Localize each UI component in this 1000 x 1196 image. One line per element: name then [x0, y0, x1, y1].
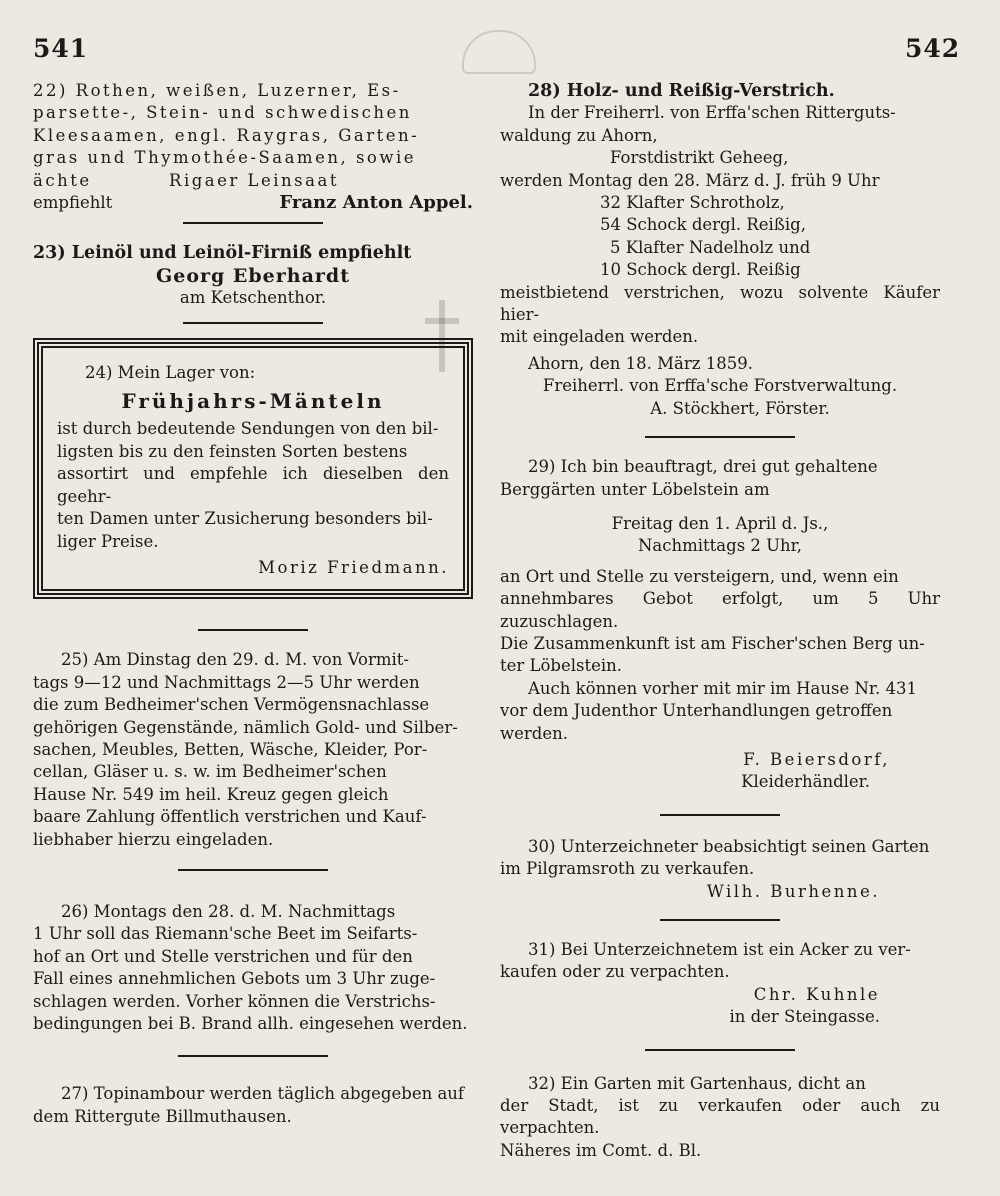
- ad-31-place: in der Steingasse.: [729, 1007, 880, 1027]
- ad-24-line: ten Damen unter Zusicherung besonders bil-: [57, 509, 433, 529]
- ad-26-line: 1 Uhr soll das Riemann'sche Beet im Seifarts-: [33, 924, 418, 944]
- divider: [178, 1055, 328, 1057]
- ad-31-line: kaufen oder zu verpachten.: [500, 962, 730, 982]
- ad-23-name: Georg Eberhardt: [156, 264, 350, 287]
- ad-29-line: Die Zusammenkunft ist am Fischer'schen Berg un-: [500, 633, 925, 653]
- ad-23-place: am Ketschenthor.: [179, 288, 327, 308]
- ad-28-signature: A. Stöckhert, Förster.: [650, 398, 830, 418]
- ad-31: [500, 939, 940, 1051]
- ad-27-line: dem Rittergute Billmuthausen.: [33, 1106, 292, 1126]
- ad-25-line: cellan, Gläser u. s. w. im Bedheimer'schen: [33, 762, 387, 782]
- divider: [645, 1049, 795, 1051]
- ad-28-item: 10 Schock dergl. Reißig: [600, 260, 801, 280]
- ad-29-line: werden.: [500, 723, 568, 743]
- ad-29-line: ter Löbelstein.: [500, 656, 623, 676]
- ad-22-signature-line: [33, 192, 473, 214]
- ad-25-line: gehörigen Gegenstände, nämlich Gold- und Silber-: [33, 717, 458, 737]
- ad-24-line: liger Preise.: [57, 531, 159, 551]
- ad-25-line: liebhaber hierzu eingeladen.: [33, 829, 274, 849]
- ad-22-line: ächte Rigaer Leinsaat: [33, 170, 339, 190]
- ad-24-line: ist durch bedeutende Sendungen von den bil-: [57, 419, 439, 439]
- ad-26: [33, 901, 473, 1057]
- divider: [198, 629, 308, 631]
- ad-23: [33, 242, 473, 323]
- ad-30-line: 30) Unterzeichneter beabsichtigt seinen Garten: [528, 836, 930, 856]
- ad-22-line: parsette-, Stein- und schwedischen: [33, 103, 412, 123]
- ad-22-signature: Franz Anton Appel.: [279, 192, 473, 214]
- ad-24-line: ligsten bis zu den feinsten Sorten bestens: [57, 441, 408, 461]
- ad-31-line: 31) Bei Unterzeichnetem ist ein Acker zu ver-: [528, 940, 911, 959]
- ad-28-office: Freiherrl. von Erffa'sche Forstverwaltung.: [542, 376, 898, 396]
- ad-29-line: annehmbares Gebot erfolgt, um 5 Uhr zuzuschlagen.: [500, 589, 940, 631]
- page-number-left: 541: [33, 34, 89, 63]
- ad-32-line: 32) Ein Garten mit Gartenhaus, dicht an: [528, 1073, 866, 1093]
- divider: [660, 919, 780, 921]
- ad-25-line: sachen, Meubles, Betten, Wäsche, Kleider, Por-: [33, 739, 428, 759]
- ad-26-line: hof an Ort und Stelle verstrichen und für den: [33, 946, 413, 966]
- ad-22-line: 22) Rothen, weißen, Luzerner, Es-: [33, 81, 401, 100]
- ad-28-district: Forstdistrikt Geheeg,: [610, 148, 789, 168]
- ad-29-time: Nachmittags 2 Uhr,: [637, 536, 803, 556]
- divider: [645, 436, 795, 438]
- ad-22: [33, 80, 473, 224]
- ad-28-title: 28) Holz- und Reißig-Verstrich.: [528, 81, 835, 101]
- ad-24-line: assortirt und empfehle ich dieselben den geehr-: [57, 464, 449, 506]
- divider: [183, 222, 323, 224]
- ad-29-signature: F. Beiersdorf,: [743, 749, 890, 769]
- ad-24-intro: 24) Mein Lager von:: [85, 362, 256, 382]
- ad-29-line: Berggärten unter Löbelstein am: [500, 479, 770, 499]
- ad-26-line: 26) Montags den 28. d. M. Nachmittags: [61, 901, 396, 921]
- ad-25: [33, 649, 473, 871]
- ad-26-line: Fall eines annehmlichen Gebots um 3 Uhr zuge-: [33, 969, 436, 989]
- ad-23-line: 23) Leinöl und Leinöl-Firniß empfiehlt: [33, 243, 412, 264]
- divider: [178, 869, 328, 871]
- left-column: [33, 80, 473, 1128]
- page-number-right: 542: [905, 34, 961, 63]
- ad-30-signature: Wilh. Burhenne.: [706, 881, 880, 901]
- ad-25-line: 25) Am Dinstag den 29. d. M. von Vormit-: [61, 650, 409, 670]
- ad-26-line: schlagen werden. Vorher können die Verstrichs-: [33, 991, 436, 1011]
- divider: [660, 814, 780, 816]
- ad-28-line: waldung zu Ahorn,: [500, 125, 658, 145]
- ad-24-framed-box: [37, 342, 469, 596]
- ad-29: [500, 456, 940, 816]
- ad-25-line: Hause Nr. 549 im heil. Kreuz gegen gleich: [33, 784, 389, 804]
- ad-29-occupation: Kleiderhändler.: [741, 772, 870, 792]
- ad-29-line: an Ort und Stelle zu versteigern, und, wenn ein: [500, 566, 899, 586]
- ad-27-line: 27) Topinambour werden täglich abgegeben auf: [61, 1084, 465, 1104]
- ad-32: [500, 1073, 940, 1163]
- ad-28: [500, 80, 940, 438]
- right-column: [500, 80, 940, 1162]
- ad-25-line: baare Zahlung öffentlich verstrichen und Kauf-: [33, 807, 427, 827]
- ad-28-item: 54 Schock dergl. Reißig,: [600, 215, 806, 235]
- ad-29-line: 29) Ich bin beauftragt, drei gut gehaltene: [528, 457, 878, 477]
- ad-26-line: bedingungen bei B. Brand allh. eingesehen werden.: [33, 1014, 468, 1033]
- ad-28-date-line: werden Montag den 28. März d. J. früh 9 Uhr: [500, 170, 880, 190]
- ad-28-item: 5 Klafter Nadelholz und: [610, 237, 811, 257]
- ad-32-line: der Stadt, ist zu verkaufen oder auch zu verpachten.: [500, 1096, 940, 1138]
- divider: [183, 322, 323, 324]
- ad-29-line: Auch können vorher mit mir im Hause Nr. 431: [528, 678, 917, 698]
- ad-22-line: gras und Thymothée-Saamen, sowie: [33, 148, 417, 168]
- ad-28-line: In der Freiherrl. von Erffa'schen Ritterguts-: [528, 103, 896, 123]
- ad-29-line: vor dem Judenthor Unterhandlungen getroffen: [500, 701, 893, 721]
- ad-27: [33, 1083, 473, 1128]
- ad-28-item-list: [500, 192, 940, 282]
- ad-29-date: Freitag den 1. April d. Js.,: [611, 513, 829, 533]
- ad-32-line: Näheres im Comt. d. Bl.: [500, 1140, 702, 1160]
- ad-24-signature: Moriz Friedmann.: [258, 557, 449, 577]
- ad-28-line: meistbietend verstrichen, wozu solvente Käufer hier-: [500, 282, 940, 325]
- ad-28-place-date: Ahorn, den 18. März 1859.: [528, 353, 753, 373]
- ad-28-item: 32 Klafter Schrotholz,: [600, 193, 785, 213]
- ad-30-line: im Pilgramsroth zu verkaufen.: [500, 859, 755, 879]
- ad-24-headline: Frühjahrs-Mänteln: [121, 389, 385, 414]
- ad-22-signature-prefix: empfiehlt: [33, 193, 113, 213]
- crown-watermark-icon: [462, 30, 536, 74]
- ad-25-line: tags 9—12 und Nachmittags 2—5 Uhr werden: [33, 672, 420, 692]
- ad-25-line: die zum Bedheimer'schen Vermögensnachlasse: [33, 695, 430, 715]
- ad-30: [500, 836, 940, 921]
- ad-31-signature: Chr. Kuhnle: [753, 984, 880, 1004]
- ad-22-line: Kleesaamen, engl. Raygras, Garten-: [33, 125, 420, 145]
- ad-28-line: mit eingeladen werden.: [500, 327, 699, 347]
